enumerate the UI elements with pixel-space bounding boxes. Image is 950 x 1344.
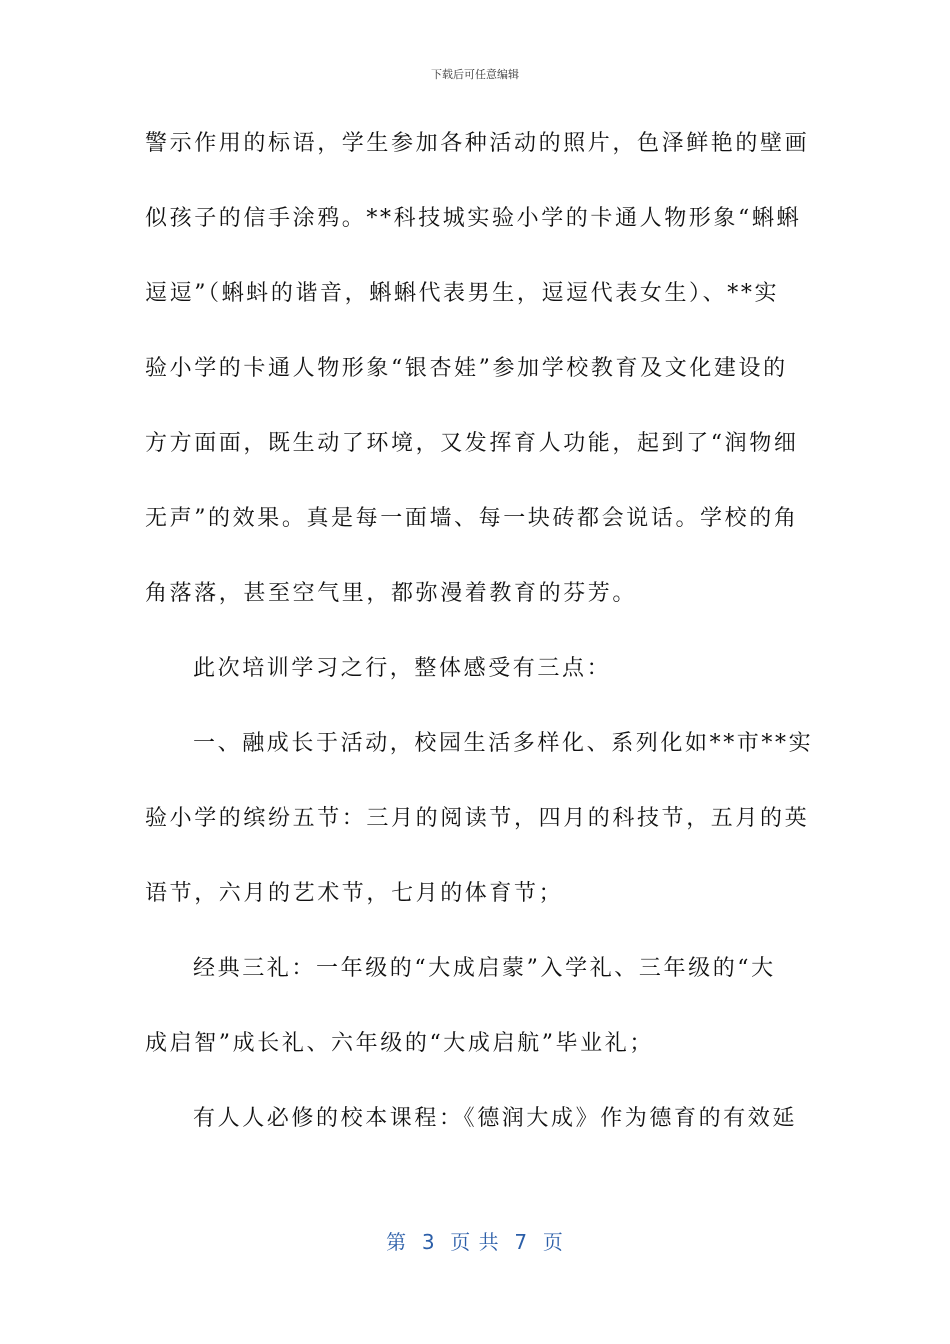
text-line: 似孩子的信手涂鸦。**科技城实验小学的卡通人物形象“蝌蝌 bbox=[145, 206, 802, 231]
text-line: 方方面面，既生动了环境，又发挥育人功能，起到了“润物细 bbox=[145, 431, 799, 456]
text-line: 无声”的效果。真是每一面墙、每一块砖都会说话。学校的角 bbox=[145, 506, 799, 531]
paragraph-start: 经典三礼：一年级的“大成启蒙”入学礼、三年级的“大 bbox=[193, 956, 776, 981]
paragraph-start: 有人人必修的校本课程：《德润大成》作为德育的有效延 bbox=[193, 1106, 798, 1131]
text-line: 验小学的缤纷五节：三月的阅读节，四月的科技节，五月的英 bbox=[145, 806, 810, 831]
text-line: 语节，六月的艺术节，七月的体育节； bbox=[145, 881, 564, 906]
text-line: 角落落，甚至空气里，都弥漫着教育的芬芳。 bbox=[145, 581, 638, 606]
page-number: 第 3 页 共 7 页 bbox=[386, 1230, 564, 1254]
paragraph-start: 一、融成长于活动，校园生活多样化、系列化如**市**实 bbox=[193, 731, 814, 756]
header-note: 下载后可任意编辑 bbox=[431, 68, 519, 81]
text-line: 成启智”成长礼、六年级的“大成启航”毕业礼； bbox=[145, 1031, 654, 1056]
text-line: 警示作用的标语，学生参加各种活动的照片，色泽鲜艳的壁画 bbox=[145, 131, 810, 156]
page-footer bbox=[0, 1226, 950, 1255]
text-line: 验小学的卡通人物形象“银杏娃”参加学校教育及文化建设的 bbox=[145, 356, 788, 381]
paragraph-start: 此次培训学习之行，整体感受有三点： bbox=[193, 656, 612, 681]
text-line: 逗逗”（蝌蚪的谐音，蝌蝌代表男生，逗逗代表女生）、**实 bbox=[145, 281, 780, 306]
